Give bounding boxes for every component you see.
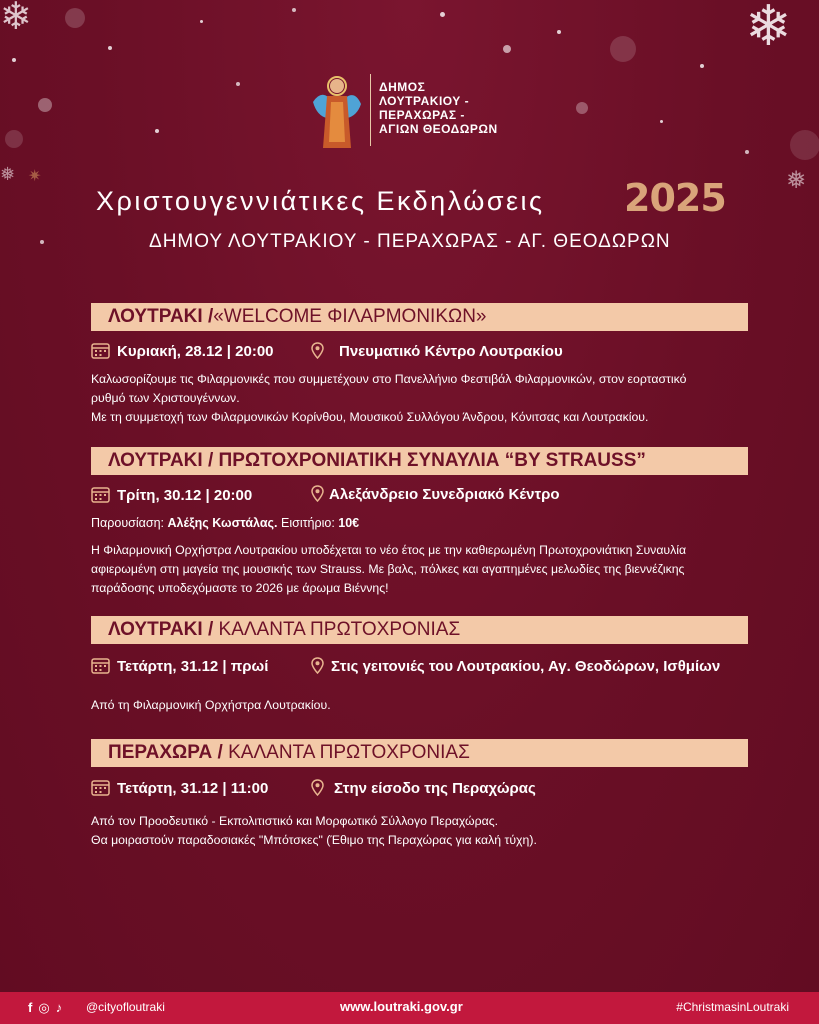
event-place: ΛΟΥΤΡΑΚΙ / xyxy=(108,450,214,471)
event-description: Η Φιλαρμονική Ορχήστρα Λουτρακίου υποδέχεται το νέο έτος με την καθιερωμένη Πρωτοχρονιάτικη Συναυλία αφιερωμένη στη μαγεία της μουσικής των Strauss. Με βαλς, πόλκες και αγαπημένες μελωδίες της βιεννέζικης παράδοσης υποδεχόμαστε το 2026 με άρωμα Βιέννης! xyxy=(91,543,687,595)
event-title-bar xyxy=(91,616,748,644)
snow-dot xyxy=(610,36,636,62)
event-name: ΚΑΛΑΝΤΑ ΠΡΩΤΟΧΡΟΝΙΑΣ xyxy=(218,619,461,640)
event-title-bar xyxy=(91,739,748,767)
event-place: ΠΕΡΑΧΩΡΑ / xyxy=(108,742,223,763)
footer-bar xyxy=(0,992,819,1024)
snow-dot xyxy=(503,45,511,53)
snow-dot xyxy=(5,130,23,148)
event-venue: Στην είσοδο της Περαχώρας xyxy=(334,780,536,797)
snow-dot xyxy=(236,82,240,86)
event-venue: Πνευματικό Κέντρο Λουτρακίου xyxy=(339,343,563,360)
hashtag: #ChristmasinLoutraki xyxy=(676,1000,789,1014)
calendar-icon xyxy=(91,657,110,674)
snow-dot xyxy=(65,8,85,28)
calendar-icon xyxy=(91,342,110,359)
event-name: ΚΑΛΑΝΤΑ ΠΡΩΤΟΧΡΟΝΙΑΣ xyxy=(228,742,470,763)
social-handle[interactable]: @cityofloutraki xyxy=(86,1000,165,1014)
snowflake-icon: ❄ xyxy=(745,0,792,59)
municipality-logo xyxy=(307,72,527,152)
event-title-bar xyxy=(91,303,748,331)
event-name: «WELCOME ΦΙΛΑΡΜΟΝΙΚΩΝ» xyxy=(213,306,487,327)
snow-dot xyxy=(40,240,44,244)
location-pin-icon xyxy=(311,779,324,796)
logo-divider xyxy=(370,74,371,146)
page-subtitle: ΔΗΜΟΥ ΛΟΥΤΡΑΚΙΟΥ - ΠΕΡΑΧΩΡΑΣ - ΑΓ. ΘΕΟΔΩΡΩΝ xyxy=(149,231,671,252)
calendar-icon xyxy=(91,486,110,503)
snow-dot xyxy=(200,20,203,23)
tiktok-icon[interactable]: ♪ xyxy=(55,1000,63,1015)
snow-dot xyxy=(440,12,445,17)
event-datetime: Τετάρτη, 31.12 | πρωί xyxy=(117,658,269,675)
event-datetime: Τρίτη, 30.12 | 20:00 xyxy=(117,487,253,504)
snow-dot xyxy=(700,64,704,68)
social-icons xyxy=(28,1000,68,1016)
location-pin-icon xyxy=(311,657,324,674)
snow-dot xyxy=(790,130,819,160)
location-pin-icon xyxy=(311,342,324,359)
facebook-icon[interactable]: f xyxy=(28,1000,33,1015)
snowflake-icon: ❅ xyxy=(0,164,16,185)
presenter-name: Αλέξης Κωστάλας. xyxy=(167,516,278,530)
snow-dot xyxy=(557,30,561,34)
presenter-label: Παρουσίαση: xyxy=(91,516,168,530)
event-place: ΛΟΥΤΡΑΚΙ / xyxy=(108,619,214,640)
event-title-bar xyxy=(91,447,748,475)
org-name: ΔΗΜΟΣ ΛΟΥΤΡΑΚΙΟΥ - ΠΕΡΑΧΩΡΑΣ - ΑΓΙΩΝ ΘΕΟΔΩΡΩΝ xyxy=(379,80,498,136)
location-pin-icon xyxy=(311,485,324,502)
snow-dot xyxy=(155,129,159,133)
event-presenter-line xyxy=(91,514,748,533)
snow-dot xyxy=(660,120,663,123)
event-datetime: Κυριακή, 28.12 | 20:00 xyxy=(117,343,274,360)
page-title: Χριστουγεννιάτικες Εκδηλώσεις xyxy=(96,186,545,216)
title-year: 2025 xyxy=(624,176,726,220)
snow-dot xyxy=(576,102,588,114)
event-description: Καλωσορίζουμε τις Φιλαρμονικές που συμμετέχουν στο Πανελλήνιο Φεστιβάλ Φιλαρμονικών, στον εορταστικό ρυθμό των Χριστουγέννων. Με τη συμμετοχή των Φιλαρμονικών Κορίνθου, Μουσικού Συλλόγου Άνδρου, Κόνιτσας και Λουτρακίου. xyxy=(91,372,687,424)
snow-dot xyxy=(292,8,296,12)
website-link[interactable]: www.loutraki.gov.gr xyxy=(340,999,463,1014)
event-place: ΛΟΥΤΡΑΚΙ / xyxy=(108,306,214,327)
ticket-label: Εισιτήριο: xyxy=(277,516,339,530)
calendar-icon xyxy=(91,779,110,796)
instagram-icon[interactable]: ◎ xyxy=(38,1000,50,1015)
snow-dot xyxy=(12,58,16,62)
event-description: Από τη Φιλαρμονική Ορχήστρα Λουτρακίου. xyxy=(91,698,331,712)
snow-dot xyxy=(745,150,749,154)
snow-dot xyxy=(38,98,52,112)
snow-dot xyxy=(108,46,112,50)
ticket-price: 10€ xyxy=(338,516,360,530)
snowflake-icon: ❅ xyxy=(786,166,807,194)
event-venue: Στις γειτονιές του Λουτρακίου, Αγ. Θεοδώρων, Ισθμίων xyxy=(331,658,721,675)
snowflake-icon: ❄ xyxy=(0,0,32,38)
saint-figure-icon xyxy=(307,72,363,152)
star-anise-icon: ✷ xyxy=(28,166,42,185)
event-venue: Αλεξάνδρειο Συνεδριακό Κέντρο xyxy=(329,486,560,503)
event-datetime: Τετάρτη, 31.12 | 11:00 xyxy=(117,780,269,797)
event-description: Από τον Προοδευτικό - Εκπολιτιστικό και Μορφωτικό Σύλλογο Περαχώρας. Θα μοιραστούν παραδοσιακές "Μπότσκες" (Έθιμο της Περαχώρας για καλή τύχη). xyxy=(91,814,537,847)
event-name: ΠΡΩΤΟΧΡΟΝΙΑΤΙΚΗ ΣΥΝΑΥΛΙΑ “BY STRAUSS” xyxy=(218,450,646,471)
